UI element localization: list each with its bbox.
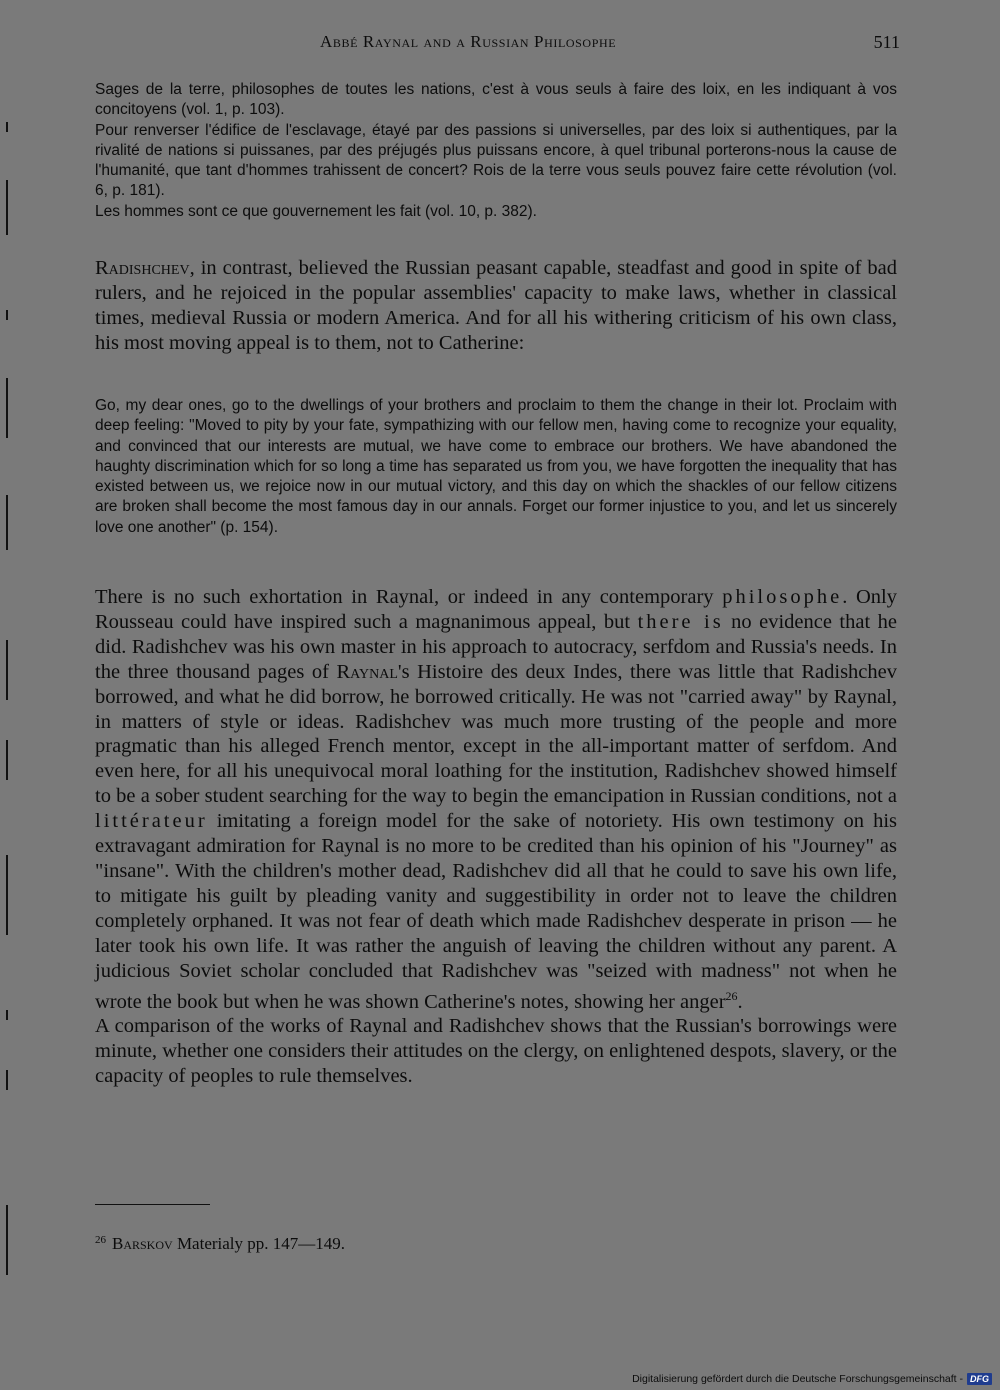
page-number: 511 — [873, 32, 900, 52]
footnote-text: Materialy pp. 147—149. — [172, 1234, 346, 1253]
margin-mark — [6, 640, 8, 700]
page-header — [95, 30, 900, 56]
running-title: Abbé Raynal and a Russian Philosophe — [320, 32, 617, 51]
paragraph-text: , in contrast, believed the Russian peasant capable, steadfast and good in spite of bad rulers, and he rejoiced in the popular assemblies' capacity to make laws, whether in classical times, medieval Russia or modern America. And for all his withering criticism of his own class, his most moving appeal is to them, not to Catherine: — [95, 257, 897, 354]
text-run: . Only Rousseau could have inspired such a magnanimous appeal, but — [95, 586, 898, 633]
quote-paragraph: Sages de la terre, philosophes de toutes les nations, c'est à vous seuls à faire des loix, en les indiquant à vos concitoyens (vol. 1, p. 103). — [95, 81, 897, 119]
body-paragraph-3: A comparison of the works of Raynal and Radishchev shows that the Russian's borrowings were minute, whether one considers their attitudes on the clergy, on enlightened despots, slavery, or the capacity of peoples to rule themselves. — [95, 1015, 897, 1088]
text-run: no evidence that he did. Radishchev was his own master in his approach to autocracy, serfdom and Russia's needs. In the three thousand pages of — [95, 610, 897, 683]
margin-mark — [6, 1070, 8, 1090]
spaced-term: philosophe — [722, 586, 843, 608]
author-name: Raynal — [336, 660, 398, 683]
margin-mark — [6, 1205, 8, 1275]
footnote — [95, 1234, 345, 1254]
body-paragraph-1 — [95, 256, 897, 356]
funding-text: Digitalisierung gefördert durch die Deutsche Forschungsgemeinschaft - — [632, 1373, 963, 1385]
margin-mark — [6, 495, 8, 550]
french-quotations — [95, 80, 897, 222]
body-paragraph-2 — [95, 585, 897, 1089]
text-run: There is no such exhortation in Raynal, or indeed in any contemporary — [95, 586, 723, 608]
radishchev-quotation — [95, 396, 897, 538]
margin-mark — [6, 1010, 8, 1020]
quote-paragraph: Pour renverser l'édifice de l'esclavage, étayé par des passions si universelles, par des loix si authentiques, par la rivalité de nations si puissanes, par des préjugés plus puissans encore, à quel tribunal porterons-nous la cause de l'humanité, que tant d'hommes trahissent de concert? Rois de la terre vous seuls pouvez faire cette révolution (vol. 6, p. 181). — [95, 121, 897, 200]
text-run: 's Histoire des deux Indes, there was little that Radishchev borrowed, and what he did borrow, he borrowed critically. He was not "carried away" by Raynal, in matters of style or ideas. Radishchev was much more trusting of the people and more pragmatic than his alleged French mentor, except in the all-important matter of serfdom. And even here, for all his unequivocal moral loathing for the institution, Radishchev showed himself to be a sober student searching for the way to begin the emancipation in Russian conditions, not a — [95, 660, 897, 808]
spaced-term: there is — [637, 610, 724, 633]
text-run: imitating a foreign model for the sake of notoriety. His own testimony on his extravagant admiration for Raynal is no more to be credited than his opinion of his "Journey" as "insane". With the children's mother dead, Radishchev did all that he could to save his own life, to mitigate his guilt by pleading vanity and suggestibility in order not to leave the children completely orphaned. It was not fear of death which made Radishchev desperate in prison — he later took his own life. It was rather the anguish of leaving the children without any parent. A judicious Soviet scholar concluded that Radishchev was "seized with madness" not when he wrote the book but when he was shown Catherine's notes, showing her anger — [95, 810, 897, 1013]
footnote-reference: 26 — [725, 988, 738, 1003]
dfg-logo: DFG — [967, 1373, 992, 1385]
margin-mark — [6, 310, 8, 320]
author-name: Radishchev — [95, 257, 190, 279]
quote-paragraph: Les hommes sont ce que gouvernement les fait (vol. 10, p. 382). — [95, 202, 537, 220]
spaced-term: littérateur — [95, 810, 208, 833]
footnote-number: 26 — [95, 1234, 106, 1246]
margin-mark — [6, 740, 8, 780]
quote-paragraph: Go, my dear ones, go to the dwellings of your brothers and proclaim to them the change in their lot. Proclaim with deep feeling: "Moved to pity by your fate, sympathizing with our fellow men, having come to recognize your equality, and convinced that our interests are mutual, we have come to embrace our brothers. We have abandoned the haughty discrimination which for so long a time has separated us from you, we have forgotten the inequality that has existed between us, we rejoice now in our mutual victory, and this day on which the shackles of our fellow citizens are broken shall become the most famous day in our annals. Forget our former injustice to you, and let us sincerely love one another" (p. 154). — [95, 397, 897, 536]
margin-mark — [6, 855, 8, 935]
footnote-divider — [95, 1204, 210, 1205]
margin-mark — [6, 180, 8, 235]
text-run: . — [737, 990, 743, 1013]
margin-mark — [6, 378, 8, 438]
margin-mark — [6, 122, 8, 132]
funding-notice — [632, 1373, 992, 1385]
footnote-author: Barskov — [112, 1234, 173, 1253]
